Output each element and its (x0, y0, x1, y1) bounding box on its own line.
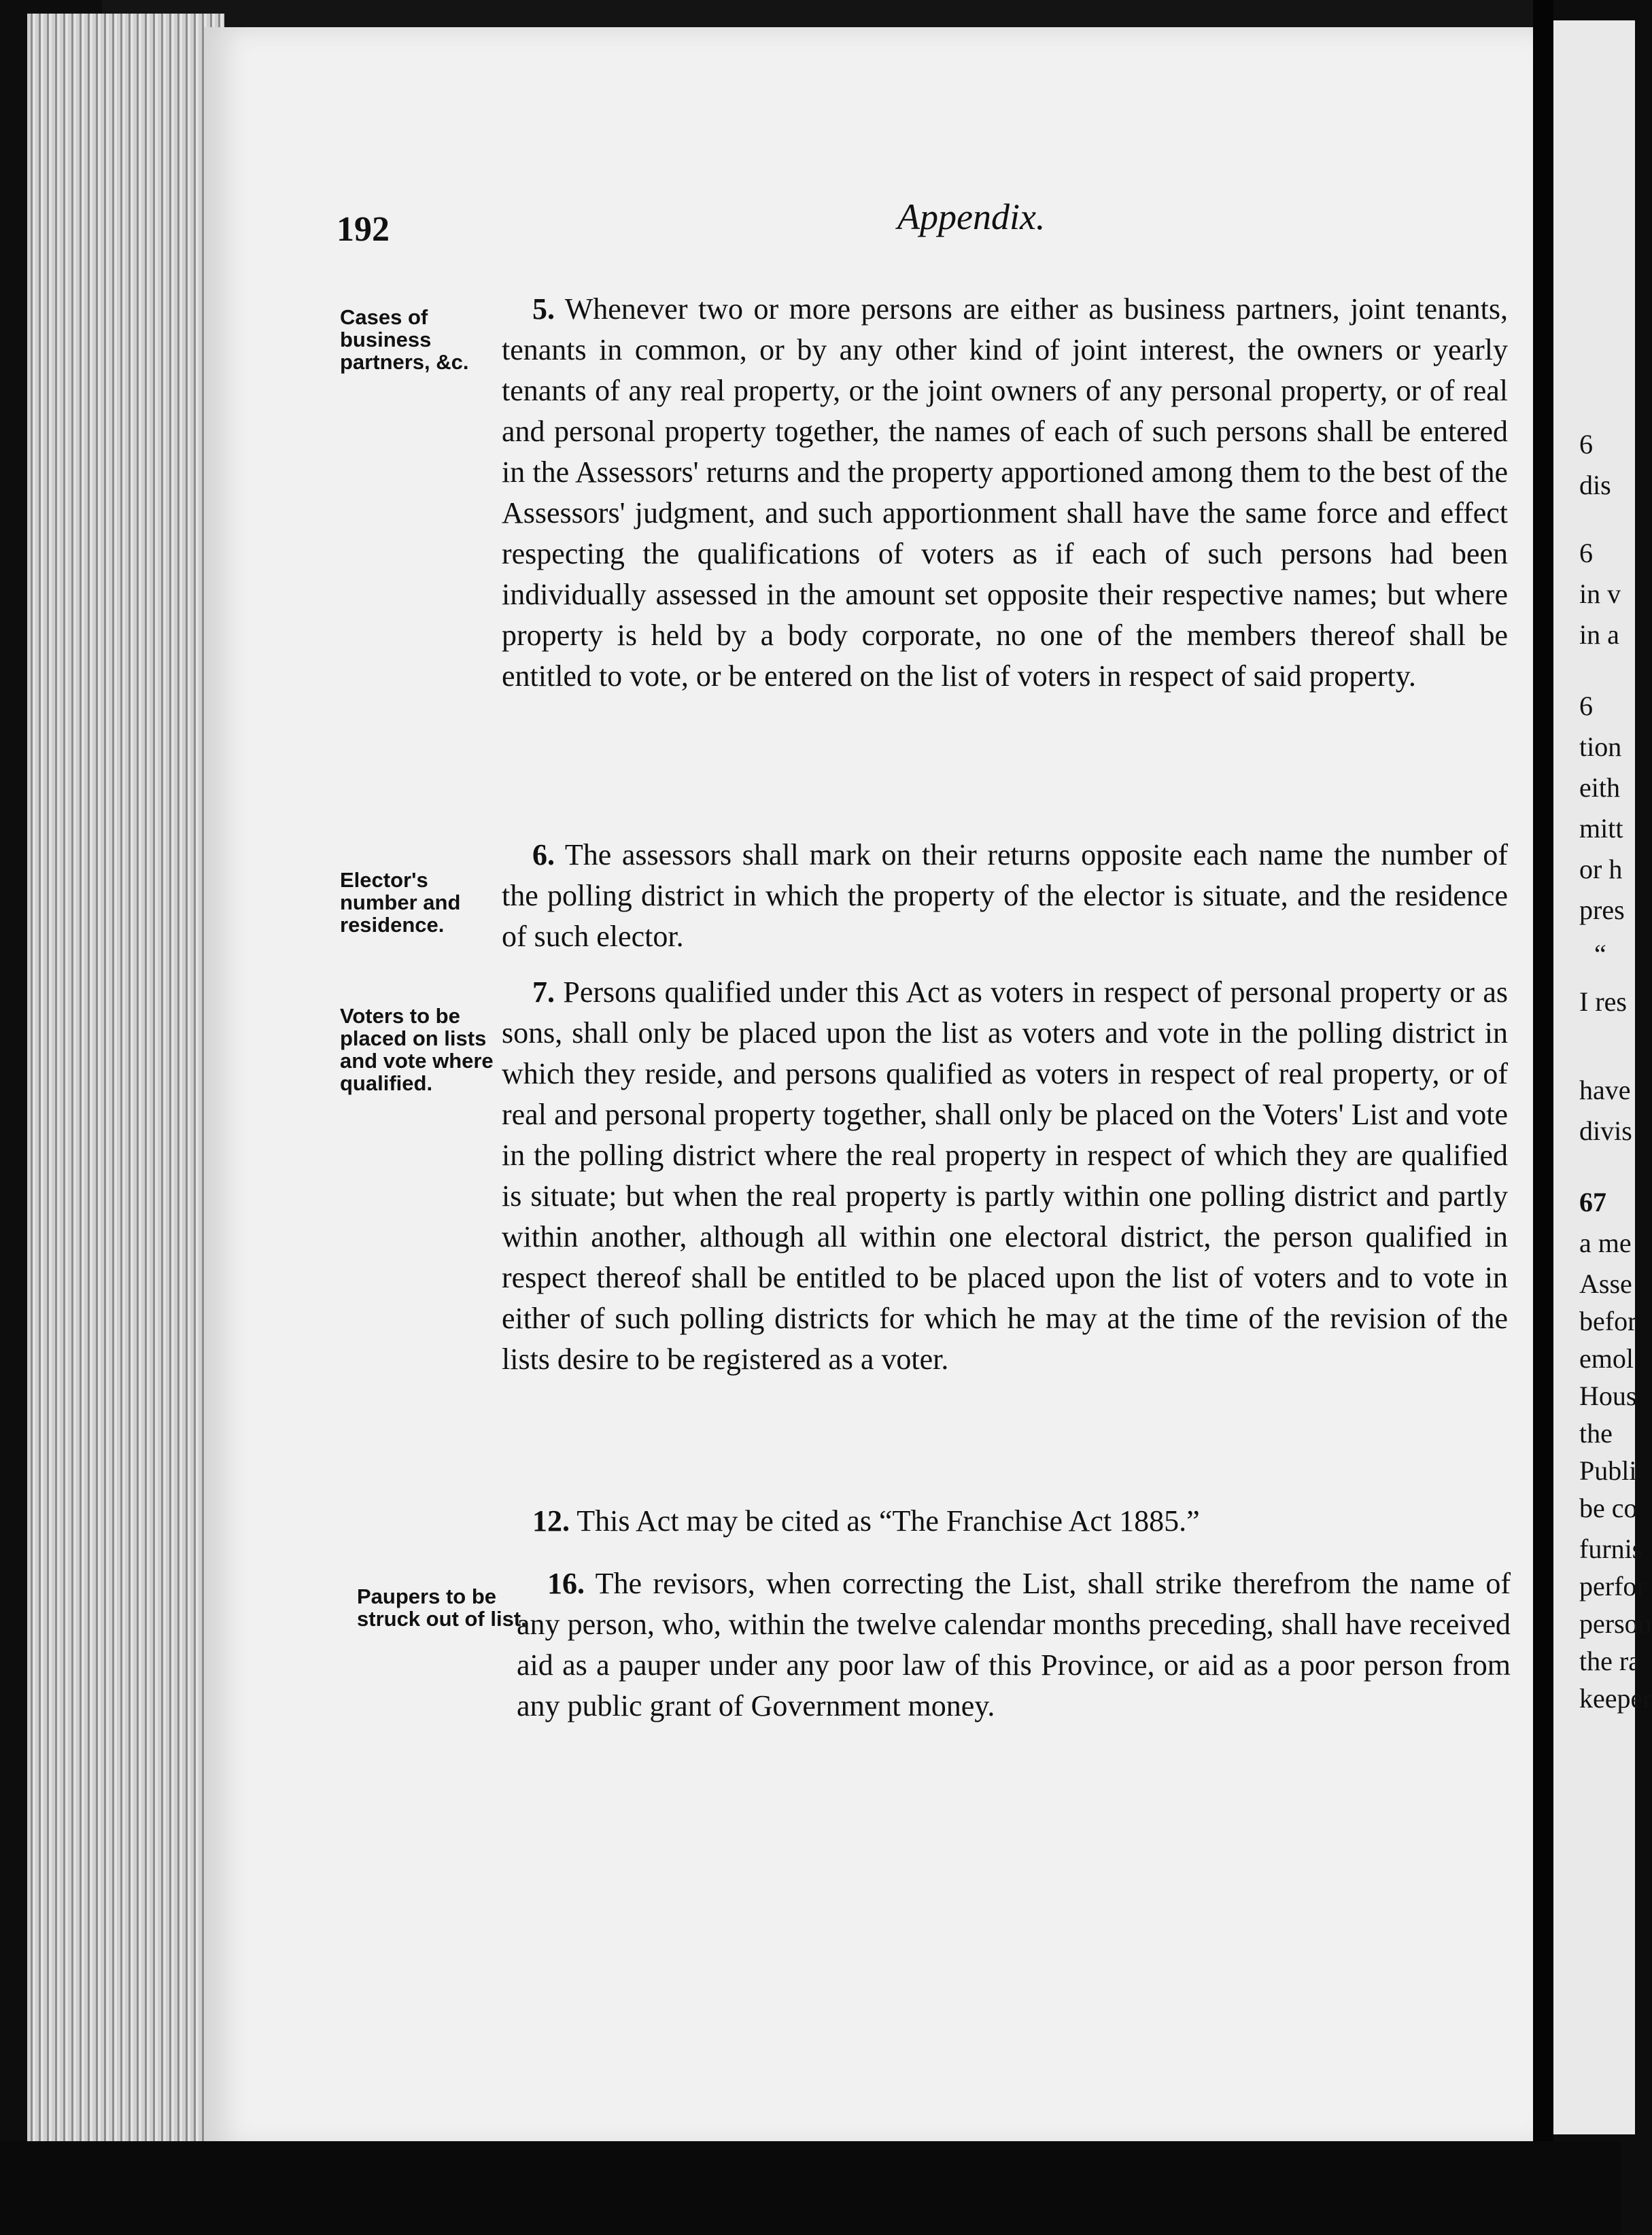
facing-fragment: 6 (1579, 538, 1593, 568)
facing-fragment: a me (1579, 1228, 1632, 1258)
facing-fragment: be co (1579, 1493, 1638, 1523)
book-gutter (1533, 0, 1553, 2235)
section-number: 6. (532, 838, 555, 871)
facing-fragment: divis (1579, 1115, 1632, 1146)
sidenote-elector-number: Elector's number and residence. (340, 868, 461, 937)
section-text: The revisors, when correcting the List, shall strike therefrom the name of any person, who, within the twelve calendar months preceding, shall have received aid as a pauper under any poor law of this Province, or aid as a poor person from any public grant of Government money. (517, 1567, 1511, 1722)
scan-bottom-shadow (0, 2141, 1621, 2235)
section-number: 7. (532, 975, 555, 1009)
facing-fragment: or h (1579, 854, 1623, 884)
section-number: 16. (547, 1567, 585, 1600)
scan-top-shadow (102, 0, 1536, 27)
facing-fragment: have (1579, 1075, 1631, 1105)
book-page-edges (27, 14, 224, 2141)
section-6 (502, 835, 1508, 957)
facing-fragment: Hous (1579, 1381, 1637, 1411)
section-text: Whenever two or more persons are either as business partners, joint tenants, tenants in common, or by any other kind of joint interest, the owners or yearly tenants of any real property, or the joint owners of any personal property, or of real and personal property together, the names of each of such persons shall be entered in the Assessors' returns and the property apportioned among them to the best of the Assessors' judgment, and such apportionment shall have the same force and effect respecting the qualifications of voters as if each of such persons had been individually assessed in the amount set opposite their respective names; but where property is held by a body corporate, no one of the members thereof shall be entitled to vote, or be entered on the list of voters in respect of said property. (502, 292, 1508, 693)
facing-fragment: Asse (1579, 1268, 1632, 1299)
sidenote-paupers: Paupers to be struck out of list. (357, 1584, 527, 1631)
facing-fragment: the (1579, 1418, 1613, 1449)
facing-fragment: 67 (1579, 1187, 1606, 1217)
facing-fragment: mitt (1579, 813, 1623, 844)
facing-fragment: I res (1579, 986, 1627, 1017)
facing-fragment: furnis (1579, 1534, 1643, 1564)
facing-fragment: tion (1579, 731, 1622, 762)
facing-fragment: dis (1579, 470, 1611, 500)
section-16 (517, 1563, 1511, 1727)
facing-fragment: the ra (1579, 1646, 1640, 1676)
facing-fragment: in a (1579, 619, 1619, 650)
facing-fragment: pres (1579, 895, 1625, 925)
section-text: The assessors shall mark on their returns opposite each name the number of the polling district in which the property of the elector is situate, and the residence of such elector. (502, 838, 1508, 953)
section-12 (502, 1501, 1508, 1542)
facing-fragment: person (1579, 1608, 1652, 1639)
facing-page-edge (1553, 20, 1652, 2134)
facing-open-quote: “ (1594, 939, 1606, 969)
facing-fragment: keeper (1579, 1683, 1652, 1714)
facing-fragment: 6 (1579, 429, 1593, 460)
sidenote-voters-placed: Voters to be placed on lists and vote where qualified. (340, 1004, 494, 1095)
facing-fragment: eith (1579, 772, 1620, 803)
sidenote-business-partners: Cases of business partners, &c. (340, 305, 469, 374)
facing-fragment: emol (1579, 1343, 1634, 1374)
page-number: 192 (337, 210, 390, 249)
facing-fragment: 6 (1579, 691, 1593, 721)
facing-fragment: Publi (1579, 1455, 1637, 1486)
section-number: 12. (532, 1504, 570, 1538)
section-text: This Act may be cited as “The Franchise Act 1885.” (577, 1504, 1200, 1538)
facing-fragment: befor (1579, 1306, 1637, 1336)
running-head: Appendix. (897, 196, 1046, 237)
facing-fragment: in v (1579, 578, 1621, 609)
facing-fragment: perfor (1579, 1571, 1646, 1601)
section-5 (502, 289, 1508, 697)
section-text: Persons qualified under this Act as voters in respect of personal property or as sons, shall only be placed upon the list as voters and vote in the polling district in which they reside, and persons qualified as voters in respect of real property, or of real and personal property together, shall only be placed on the Voters' List and vote in the polling district where the real property in respect of which they are qualified is situate; but when the real property is partly within one polling district and partly within another, although all within one electoral district, the person qualified in respect thereof shall be entitled to be placed upon the list of voters and to vote in either of such polling districts for which he may at the time of the revision of the lists desire to be registered as a voter. (502, 975, 1508, 1376)
section-number: 5. (532, 292, 555, 326)
section-7 (502, 972, 1508, 1380)
